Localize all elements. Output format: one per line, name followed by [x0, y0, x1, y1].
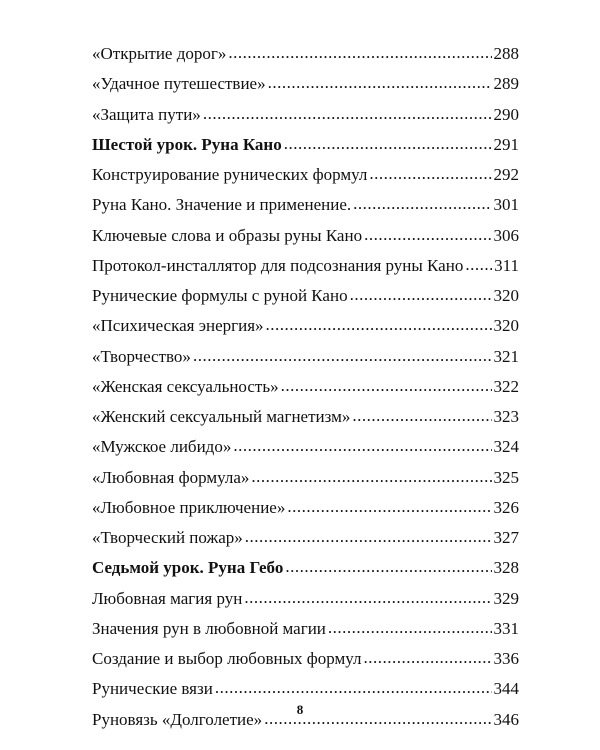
toc-entry-page: 320 [493, 286, 519, 305]
toc-entry [92, 589, 519, 619]
toc-entry-page: 291 [493, 134, 519, 154]
dot-leader [328, 618, 492, 638]
dot-leader [266, 315, 492, 335]
dot-leader [353, 194, 491, 214]
dot-leader [215, 678, 492, 698]
toc-entry-title: «Удачное путешествие» [92, 74, 266, 94]
dot-leader [193, 346, 492, 366]
dot-leader [465, 255, 492, 275]
toc-entry-page: 324 [493, 437, 519, 457]
dot-leader [364, 648, 492, 668]
toc-entry-page: 328 [493, 558, 519, 578]
toc-entry-title: Протокол-инсталлятор для подсознания руны Кано [92, 255, 464, 275]
toc-entry [92, 44, 519, 74]
toc-entry-page: 321 [493, 346, 519, 366]
toc-entry [92, 377, 519, 407]
toc-entry-title: «Мужское либидо» [92, 437, 232, 457]
toc-entry-title: «Творчество» [92, 346, 191, 366]
toc-entry [92, 347, 519, 377]
toc-entry-page: 290 [493, 104, 519, 124]
toc-entry-title: Рунические формулы с руной Кано [92, 286, 348, 305]
toc-entry-title: Руна Кано. Значение и применение. [92, 195, 352, 215]
toc-entry-title: Создание и выбор любовных формул [92, 649, 362, 668]
toc-entry [92, 195, 519, 225]
toc-entry [92, 619, 519, 649]
toc-entry [92, 498, 519, 528]
toc-entry [92, 528, 519, 558]
dot-leader [350, 285, 492, 305]
dot-leader [233, 436, 491, 456]
dot-leader [251, 467, 491, 487]
toc-entry-title: Конструирование рунических формул [92, 165, 368, 184]
toc-entry [92, 649, 519, 679]
page-number: 8 [296, 702, 304, 717]
dot-leader [369, 164, 491, 184]
toc-entry [92, 437, 519, 467]
toc-entry-page: 322 [493, 376, 519, 396]
toc-entry-title: «Защита пути» [92, 104, 201, 124]
toc-entry-title: Любовная магия рун [92, 588, 243, 608]
toc-entry [92, 316, 519, 346]
dot-leader [352, 406, 491, 426]
toc-entry-title: Значения рун в любовной магии [92, 618, 326, 638]
toc-entry-title: «Психическая энергия» [92, 316, 264, 336]
toc-entry-title: Рунические вязи [92, 679, 213, 699]
toc-entry-page: 301 [493, 195, 519, 215]
toc-entry-page: 325 [493, 467, 519, 487]
toc-entry-page: 289 [493, 74, 519, 94]
toc-entry [92, 407, 519, 437]
toc-entry [92, 165, 519, 195]
toc-entry-page: 288 [493, 44, 519, 63]
toc-entry-title: Ключевые слова и образы руны Кано [92, 225, 363, 245]
toc-entry-page: 323 [493, 407, 519, 426]
toc-entry-page: 329 [493, 588, 519, 608]
dot-leader [268, 73, 492, 93]
toc-entry-page: 331 [493, 618, 519, 638]
toc-entry-page: 320 [493, 316, 519, 336]
dot-leader [244, 588, 491, 608]
toc-entry [92, 226, 519, 256]
toc-entry-page: 344 [493, 679, 519, 699]
toc-entry-title: «Любовная формула» [92, 467, 250, 487]
dot-leader [284, 134, 492, 154]
toc-entry-title: «Любовное приключение» [92, 497, 286, 517]
toc-entry-page: 327 [493, 528, 519, 547]
toc-entry-page: 292 [493, 165, 519, 184]
dot-leader [364, 225, 491, 245]
toc-entry [92, 286, 519, 316]
dot-leader [285, 557, 491, 577]
dot-leader [228, 43, 491, 63]
table-of-contents [92, 44, 519, 740]
dot-leader [281, 376, 492, 396]
toc-section-heading [92, 558, 519, 588]
toc-entry-title: Седьмой урок. Руна Гебо [92, 558, 284, 578]
toc-entry-title: «Женский сексуальный магнетизм» [92, 407, 351, 426]
toc-entry-title: «Творческий пожар» [92, 528, 243, 547]
dot-leader [287, 497, 491, 517]
toc-entry [92, 256, 519, 286]
toc-entry [92, 105, 519, 135]
toc-entry-title: Руновязь «Долголетие» [92, 709, 263, 729]
toc-entry-title: Шестой урок. Руна Кано [92, 134, 282, 154]
toc-entry [92, 74, 519, 104]
toc-entry-title: «Открытие дорог» [92, 44, 227, 63]
toc-entry-page: 306 [493, 225, 519, 245]
toc-entry-page: 326 [493, 497, 519, 517]
toc-entry-page: 336 [493, 649, 519, 668]
toc-entry-page: 311 [494, 255, 519, 275]
toc-entry-title: «Женская сексуальность» [92, 376, 279, 396]
dot-leader [245, 527, 492, 547]
toc-entry [92, 468, 519, 498]
toc-section-heading [92, 135, 519, 165]
dot-leader [203, 104, 492, 124]
toc-entry-page: 346 [493, 709, 519, 729]
